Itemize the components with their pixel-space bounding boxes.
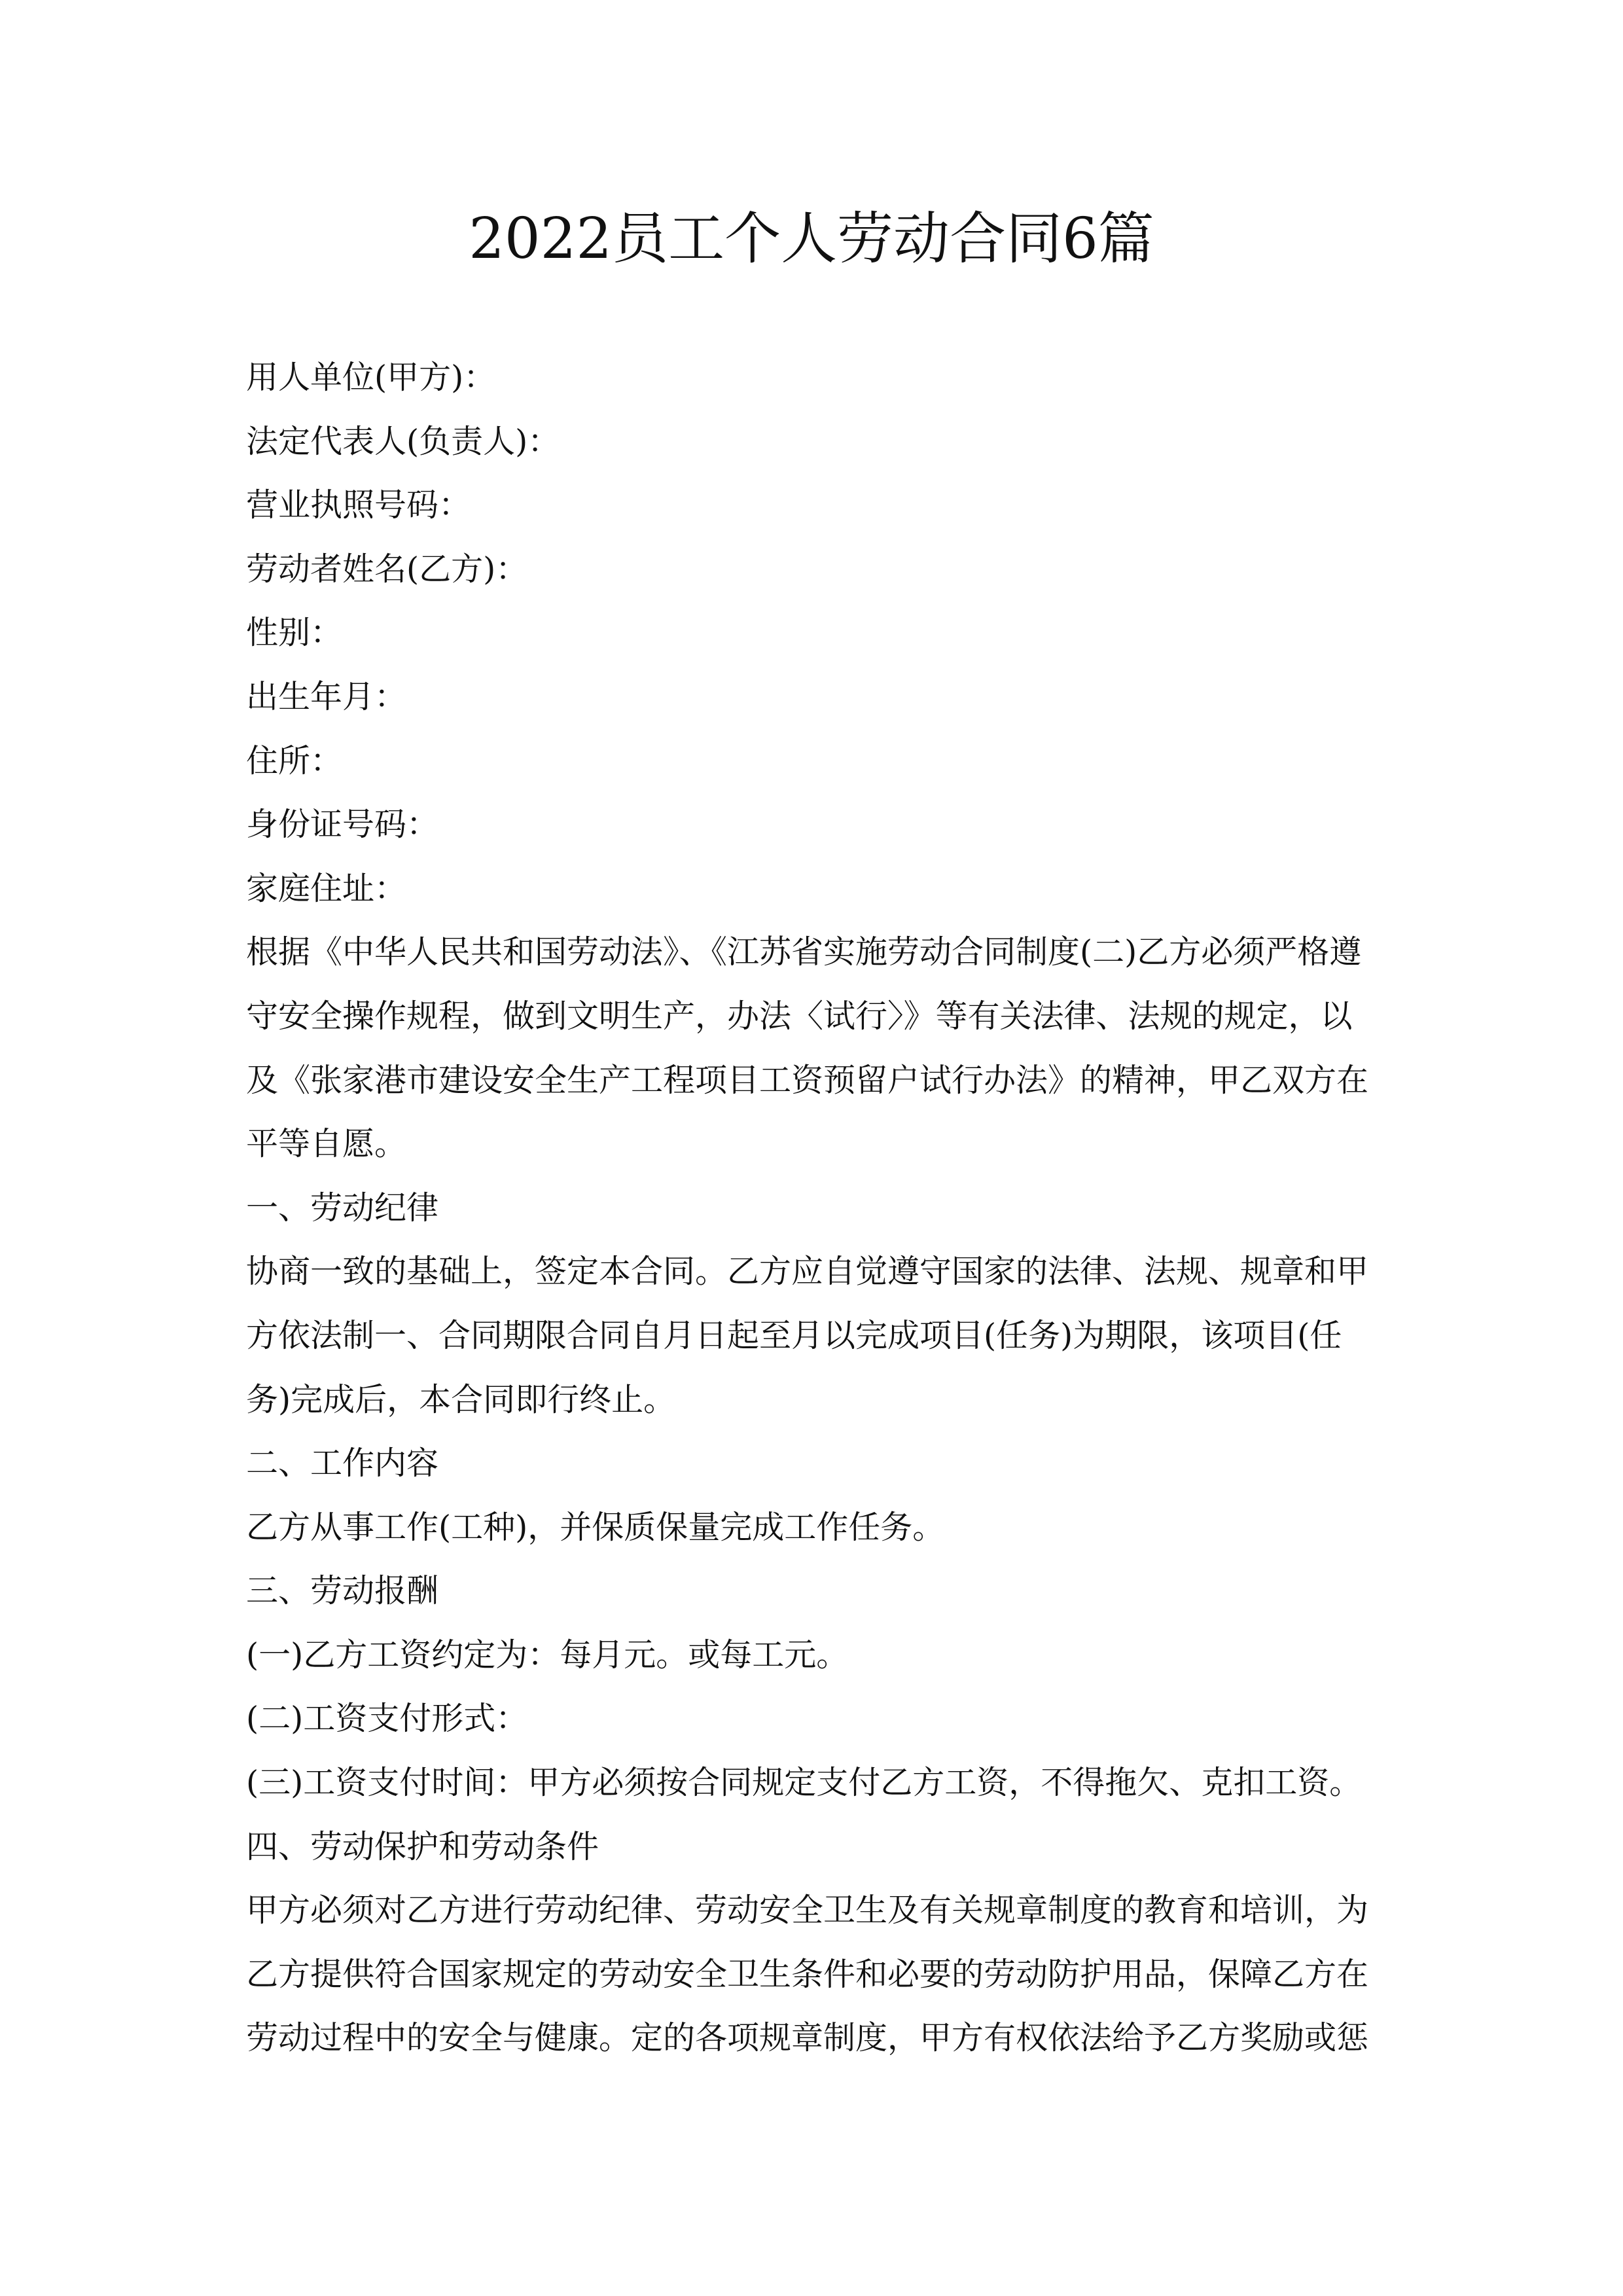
text-line: 劳动过程中的安全与健康。定的各项规章制度，甲方有权依法给予乙方奖励或惩 xyxy=(246,2019,1369,2057)
text-line: 乙方提供符合国家规定的劳动安全卫生条件和必要的劳动防护用品，保障乙方在 xyxy=(246,1955,1369,1993)
text-line: 家庭住址： xyxy=(246,869,407,907)
text-line: 务)完成后，本合同即行终止。 xyxy=(246,1380,676,1418)
text-line: 三、劳动报酬 xyxy=(246,1572,439,1610)
text-line: 乙方从事工作(工种)，并保质保量完成工作任务。 xyxy=(246,1508,945,1546)
text-line: 住所： xyxy=(246,742,343,780)
text-line: (三)工资支付时间：甲方必须按合同规定支付乙方工资，不得拖欠、克扣工资。 xyxy=(246,1764,1362,1802)
text-line: 用人单位(甲方)： xyxy=(246,359,496,396)
text-line: 性别： xyxy=(246,614,343,652)
text-line: 法定代表人(负责人)： xyxy=(246,422,560,460)
text-line: 协商一致的基础上，签定本合同。乙方应自觉遵守国家的法律、法规、规章和甲 xyxy=(246,1253,1369,1291)
text-line: (一)乙方工资约定为：每月元。或每工元。 xyxy=(246,1636,849,1674)
text-line: 守安全操作规程，做到文明生产，办法〈试行〉》等有关法律、法规的规定，以 xyxy=(246,997,1353,1035)
text-line: 劳动者姓名(乙方)： xyxy=(246,550,528,588)
text-line: (二)工资支付形式： xyxy=(246,1700,528,1738)
text-line: 平等自愿。 xyxy=(246,1125,407,1163)
text-line: 根据《中华人民共和国劳动法》、《江苏省实施劳动合同制度(二)乙方必须严格遵 xyxy=(246,933,1362,971)
document-body xyxy=(246,346,1378,2070)
document-title: 2022员工个人劳动合同6篇 xyxy=(469,206,1154,272)
text-line: 出生年月： xyxy=(246,677,407,715)
text-line: 一、劳动纪律 xyxy=(246,1189,439,1227)
text-line: 甲方必须对乙方进行劳动纪律、劳动安全卫生及有关规章制度的教育和培训，为 xyxy=(246,1892,1369,1929)
text-line: 方依法制一、合同期限合同自月日起至月以完成项目(任务)为期限，该项目(任 xyxy=(246,1316,1342,1354)
text-line: 四、劳动保护和劳动条件 xyxy=(246,1827,599,1865)
text-line: 及《张家港市建设安全生产工程项目工资预留户试行办法》的精神，甲乙双方在 xyxy=(246,1061,1369,1099)
text-line: 营业执照号码： xyxy=(246,486,471,524)
text-line: 身份证号码： xyxy=(246,806,439,844)
text-line: 二、工作内容 xyxy=(246,1444,439,1482)
